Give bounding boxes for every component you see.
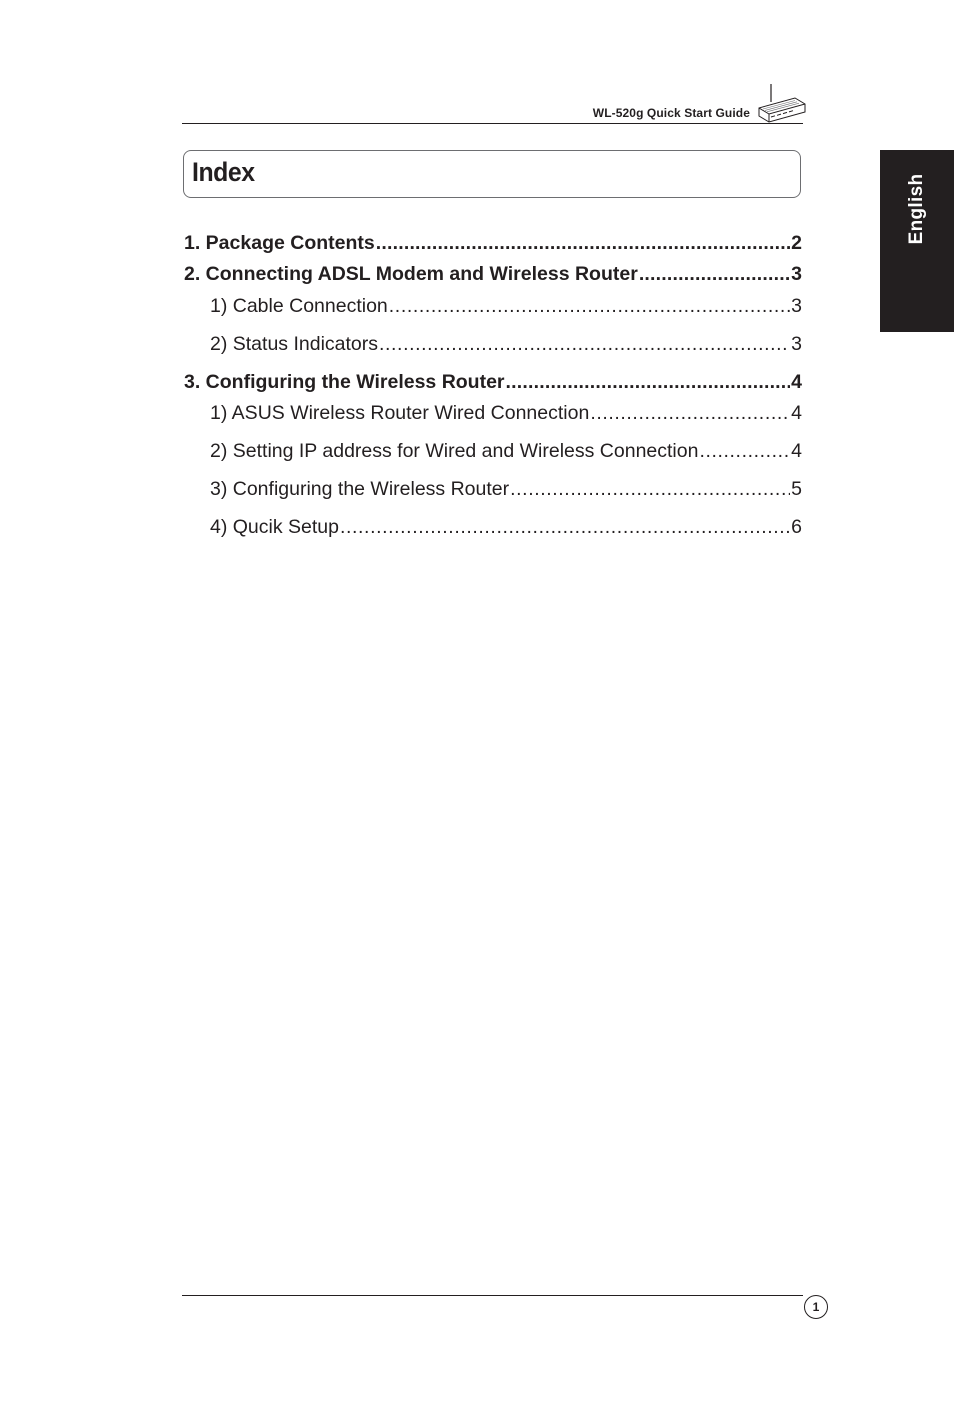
page-number: 1: [804, 1295, 828, 1319]
toc-entry-page: 6: [791, 516, 802, 538]
toc-leader-dots: [639, 261, 790, 287]
toc-leader-dots: [510, 476, 790, 502]
toc-entry-page: 5: [791, 478, 802, 500]
toc-entry-label: 1) ASUS Wireless Router Wired Connection: [210, 402, 590, 424]
toc-entry-label: 2) Status Indicators: [210, 333, 378, 355]
toc-entry[interactable]: [184, 230, 802, 256]
toc-subentry[interactable]: [210, 331, 802, 357]
toc-entry-label: 1. Package Contents: [184, 232, 375, 254]
toc-entry-label: 1) Cable Connection: [210, 295, 388, 317]
toc-leader-dots: [389, 293, 790, 319]
toc-entry-page: 3: [791, 295, 802, 317]
toc-leader-dots: [699, 438, 790, 464]
running-header-title: WL-520g Quick Start Guide: [592, 106, 750, 120]
toc-entry-label: 4) Qucik Setup: [210, 516, 339, 538]
toc-subentry[interactable]: [210, 400, 802, 426]
toc-entry-page: 2: [791, 232, 802, 254]
toc-entry-page: 4: [791, 371, 802, 393]
toc-subentry[interactable]: [210, 293, 802, 319]
toc-subentry[interactable]: [210, 514, 802, 540]
toc-subentry[interactable]: [210, 438, 802, 464]
toc-leader-dots: [506, 369, 791, 395]
header-divider: [182, 123, 803, 124]
page-title: Index: [192, 157, 255, 187]
toc-entry-label: 2. Connecting ADSL Modem and Wireless Router: [184, 263, 638, 285]
router-icon: [755, 82, 807, 126]
toc-entry-label: 3) Configuring the Wireless Router: [210, 478, 510, 500]
toc-entry[interactable]: [184, 261, 802, 287]
toc-leader-dots: [590, 400, 790, 426]
language-tab: [880, 150, 954, 332]
toc-entry-label: 3. Configuring the Wireless Router: [184, 371, 505, 393]
toc-entry-page: 3: [791, 333, 802, 355]
toc-leader-dots: [376, 230, 790, 256]
index-heading-box: [183, 150, 801, 198]
toc-entry-label: 2) Setting IP address for Wired and Wireless Connection: [210, 440, 699, 462]
toc-leader-dots: [340, 514, 790, 540]
toc-subentry[interactable]: [210, 476, 802, 502]
toc-entry-page: 3: [791, 263, 802, 285]
toc-entry[interactable]: [184, 369, 802, 395]
toc-leader-dots: [379, 331, 790, 357]
toc-entry-page: 4: [791, 440, 802, 462]
toc-entry-page: 4: [791, 402, 802, 424]
footer-divider: [182, 1295, 803, 1296]
language-tab-label: English: [906, 173, 927, 245]
